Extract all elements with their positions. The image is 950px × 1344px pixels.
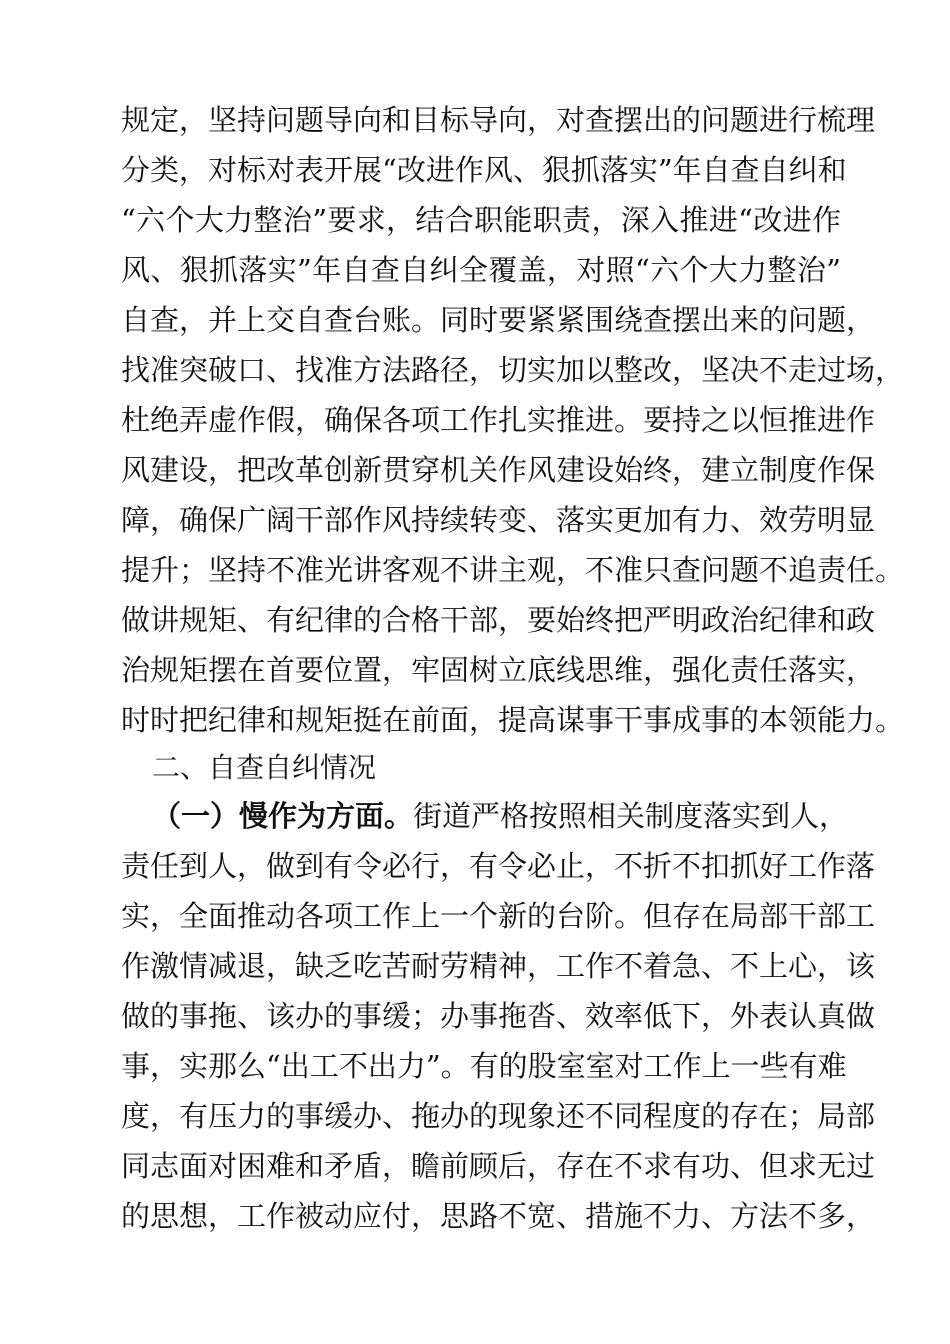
text-line: 责任到人，做到有令必行，有令必止，不折不扣抓好工作落	[121, 849, 876, 883]
paragraph-2-first-line-text: 街道严格按照相关制度落实到人，	[413, 799, 849, 833]
text-line: 时时把纪律和规矩挺在前面，提高谋事干事成事的本领能力。	[121, 703, 905, 737]
text-line: 风建设，把改革创新贯穿机关作风建设始终，建立制度作保	[121, 453, 876, 487]
text-line: 治规矩摆在首要位置，牢固树立底线思维，强化责任落实，	[121, 653, 876, 687]
text-line: “六个大力整治”要求，结合职能职责，深入推进“改进作	[121, 203, 841, 237]
text-line: 杜绝弄虚作假，确保各项工作扎实推进。要持之以恒推进作	[121, 403, 876, 437]
text-line: 实，全面推动各项工作上一个新的台阶。但存在局部干部工	[121, 899, 876, 933]
text-line: 风、狠抓落实”年自查自纠全覆盖，对照“六个大力整治”	[121, 253, 841, 287]
text-line: 事，实那么“出工不出力”。有的股室室对工作上一些有难	[121, 1049, 847, 1083]
text-line: 作激情减退，缺乏吃苦耐劳精神，工作不着急、不上心，该	[121, 949, 876, 983]
text-line: 自查，并上交自查台账。同时要紧紧围绕查摆出来的问题，	[121, 303, 876, 337]
text-line: 的思想，工作被动应付，思路不宽、措施不力、方法不多，	[121, 1199, 876, 1233]
text-line: 障，确保广阔干部作风持续转变、落实更加有力、效劳明显	[121, 503, 876, 537]
text-line: 做的事拖、该办的事缓；办事拖沓、效率低下，外表认真做	[121, 999, 876, 1033]
text-line: 同志面对困难和矛盾，瞻前顾后，存在不求有功、但求无过	[121, 1149, 876, 1183]
text-line: 度，有压力的事缓办、拖办的现象还不同程度的存在；局部	[121, 1099, 876, 1133]
paragraph-2-first-line	[152, 796, 849, 836]
text-line: 做讲规矩、有纪律的合格干部，要始终把严明政治纪律和政	[121, 603, 876, 637]
text-line: 提升；坚持不准光讲客观不讲主观，不准只查问题不追责任。	[121, 553, 905, 587]
text-line: 分类，对标对表开展“改进作风、狠抓落实”年自查自纠和	[121, 153, 847, 187]
text-line: 规定，坚持问题导向和目标导向，对查摆出的问题进行梳理	[121, 103, 876, 137]
text-line: 找准突破口、找准方法路径，切实加以整改，坚决不走过场，	[121, 353, 905, 387]
paragraph-2-lead: （一）慢作为方面。	[152, 799, 414, 833]
section-heading: 二、自查自纠情况	[152, 751, 377, 784]
